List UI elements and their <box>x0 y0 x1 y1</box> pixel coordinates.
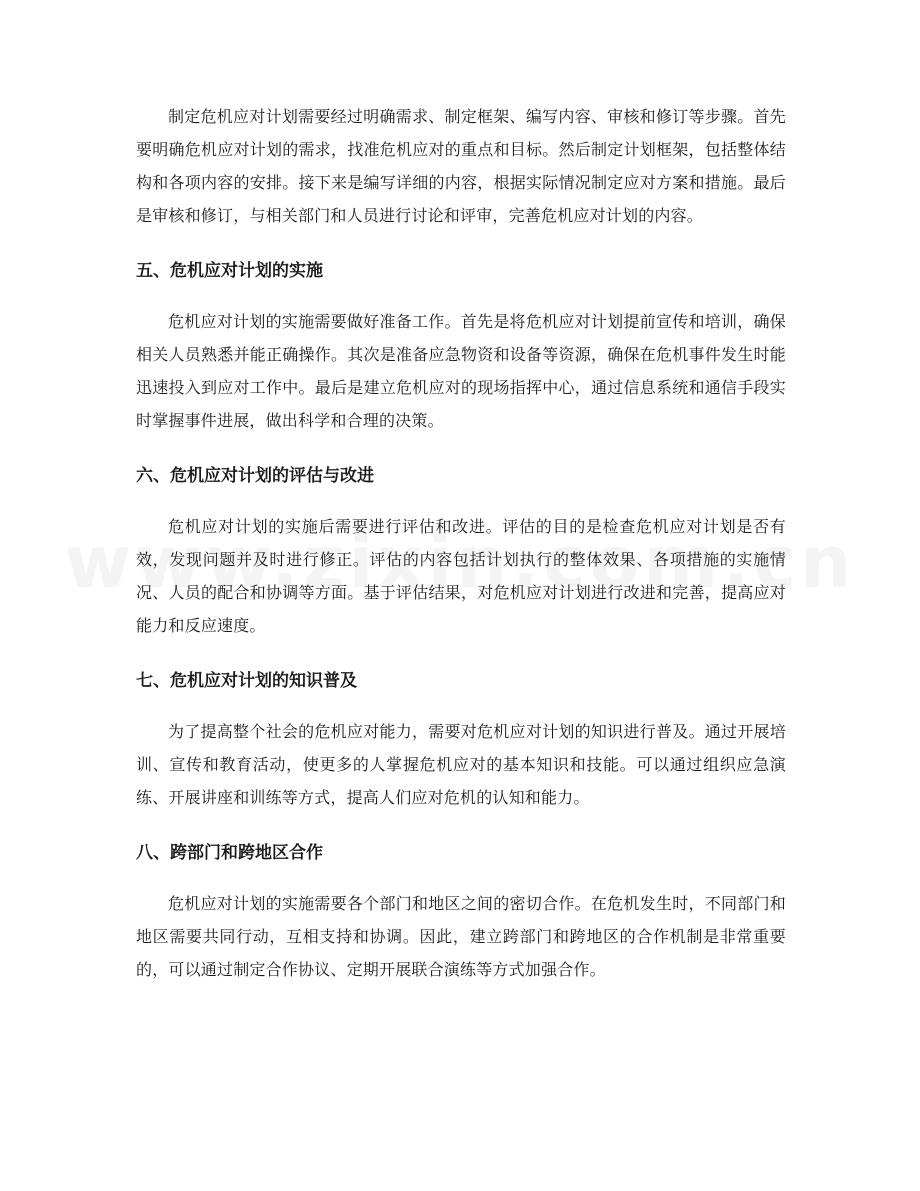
paragraph-section-5: 危机应对计划的实施需要做好准备工作。首先是将危机应对计划提前宣传和培训，确保相关人员熟悉并能正确操作。其次是准备应急物资和设备等资源，确保在危机事件发生时能迅速投入到应对工作中。最后是建立危机应对的现场指挥中心，通过信息系统和通信手段实时掌握事件进展，做出科学和合理的决策。 <box>136 312 786 430</box>
heading-section-5: 五、危机应对计划的实施 <box>136 261 323 281</box>
heading-section-8: 八、跨部门和跨地区合作 <box>136 843 323 863</box>
paragraph-intro: 制定危机应对计划需要经过明确需求、制定框架、编写内容、审核和修订等步骤。首先要明确危机应对计划的需求，找准危机应对的重点和目标。然后制定计划框架，包括整体结构和各项内容的安排。接下来是编写详细的内容，根据实际情况制定应对方案和措施。最后是审核和修订，与相关部门和人员进行讨论和评审，完善危机应对计划的内容。 <box>136 107 786 225</box>
paragraph-section-8: 危机应对计划的实施需要各个部门和地区之间的密切合作。在危机发生时，不同部门和地区需要共同行动，互相支持和协调。因此，建立跨部门和跨地区的合作机制是非常重要的，可以通过制定合作协议、定期开展联合演练等方式加强合作。 <box>136 894 786 979</box>
document-body <box>136 100 786 986</box>
paragraph-section-7: 为了提高整个社会的危机应对能力，需要对危机应对计划的知识进行普及。通过开展培训、宣传和教育活动，使更多的人掌握危机应对的基本知识和技能。可以通过组织应急演练、开展讲座和训练等方式，提高人们应对危机的认知和能力。 <box>136 722 786 807</box>
paragraph-section-6: 危机应对计划的实施后需要进行评估和改进。评估的目的是检查危机应对计划是否有效，发现问题并及时进行修正。评估的内容包括计划执行的整体效果、各项措施的实施情况、人员的配合和协调等方面。基于评估结果，对危机应对计划进行改进和完善，提高应对能力和反应速度。 <box>136 517 786 635</box>
heading-section-6: 六、危机应对计划的评估与改进 <box>136 466 374 486</box>
heading-section-7: 七、危机应对计划的知识普及 <box>136 671 357 691</box>
